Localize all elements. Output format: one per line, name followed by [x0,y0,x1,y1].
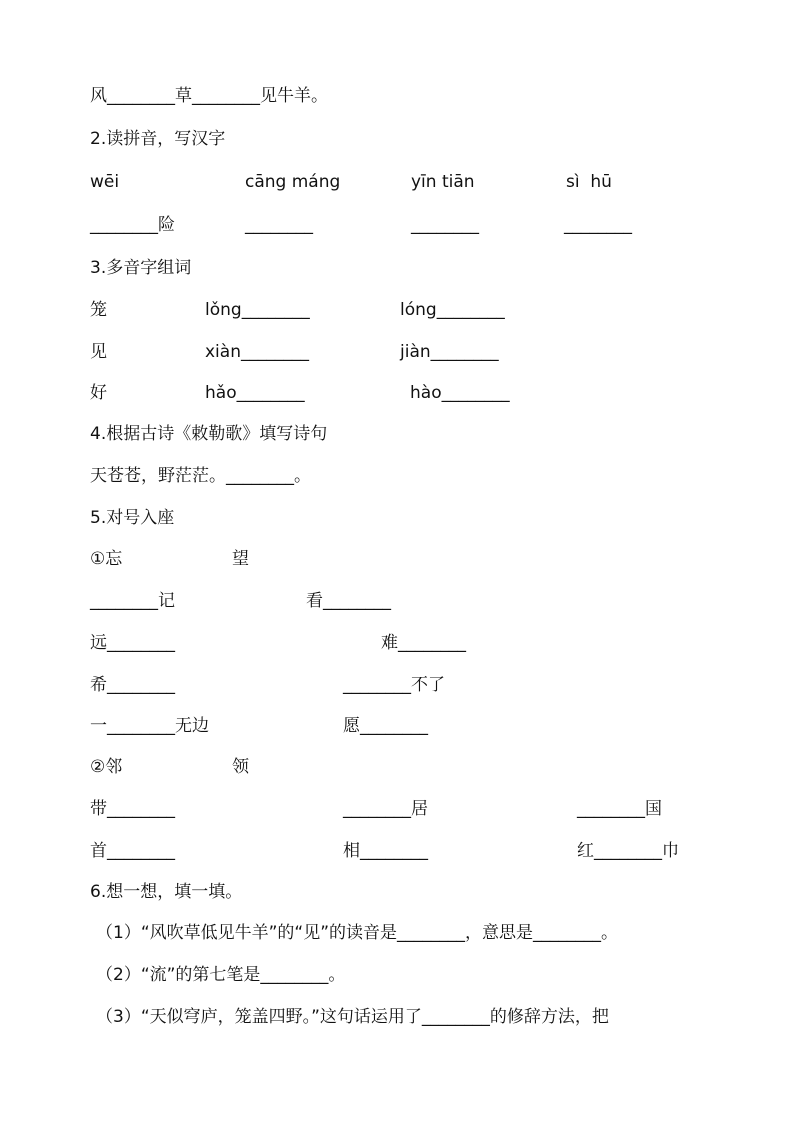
question-4-title: 4.根据古诗《敕勒歌》填写诗句 [90,424,328,444]
fill-row-4a[interactable]: 一________无边 [90,716,209,736]
fill-row-4b[interactable]: 愿________ [343,716,428,736]
question-6-item-2[interactable]: （2）“流”的第七笔是________。 [96,965,346,985]
poem-fill-line: 风________草________见牛羊。 [90,86,328,106]
pinyin-blank-1[interactable]: ________险 [90,215,175,235]
fill-row-5a[interactable]: 带________ [90,799,175,819]
word-choice-2a: ②邻 [90,757,123,777]
polyphone-char-3: 好 [90,383,107,403]
pinyin-blank-3[interactable]: ________ [411,215,479,235]
fill-row-1a[interactable]: ________记 [90,591,175,611]
fill-row-6c[interactable]: 红________巾 [577,841,679,861]
question-2-title: 2.读拼音，写汉字 [90,129,226,149]
question-6-item-3[interactable]: （3）“天似穹庐，笼盖四野。”这句话运用了________的修辞方法，把 [96,1007,609,1027]
word-choice-2b: 领 [232,757,249,777]
pinyin-blank-4[interactable]: ________ [564,215,632,235]
fill-row-2a[interactable]: 远________ [90,633,175,653]
question-5-title: 5.对号入座 [90,508,175,528]
polyphone-char-1: 笼 [90,300,107,320]
fill-row-6b[interactable]: 相________ [343,841,428,861]
poem-fill-line-2[interactable]: 天苍苍，野茫茫。________。 [90,466,311,486]
pinyin-1: wēi [90,172,120,192]
pinyin-3: yīn tiān [411,172,475,192]
pinyin-blank-2[interactable]: ________ [245,215,313,235]
fill-row-5b[interactable]: ________居 [343,799,428,819]
polyphone-3-reading-a[interactable]: hǎo________ [205,383,305,403]
polyphone-2-reading-a[interactable]: xiàn________ [205,342,309,362]
fill-row-1b[interactable]: 看________ [306,591,391,611]
pinyin-2: cāng máng [245,172,341,192]
fill-row-3b[interactable]: ________不了 [343,675,445,695]
polyphone-1-reading-b[interactable]: lóng________ [400,300,505,320]
word-choice-1a: ①忘 [90,549,123,569]
question-3-title: 3.多音字组词 [90,258,192,278]
fill-row-3a[interactable]: 希________ [90,675,175,695]
pinyin-4: sì hū [566,172,612,192]
polyphone-char-2: 见 [90,342,107,362]
polyphone-2-reading-b[interactable]: jiàn________ [400,342,499,362]
fill-row-5c[interactable]: ________国 [577,799,662,819]
fill-row-2b[interactable]: 难________ [381,633,466,653]
word-choice-1b: 望 [232,549,249,569]
question-6-title: 6.想一想，填一填。 [90,882,243,902]
fill-row-6a[interactable]: 首________ [90,841,175,861]
polyphone-3-reading-b[interactable]: hào________ [410,383,510,403]
polyphone-1-reading-a[interactable]: lǒng________ [205,300,310,320]
question-6-item-1[interactable]: （1）“风吹草低见牛羊”的“见”的读音是________，意思是________。 [96,923,619,943]
